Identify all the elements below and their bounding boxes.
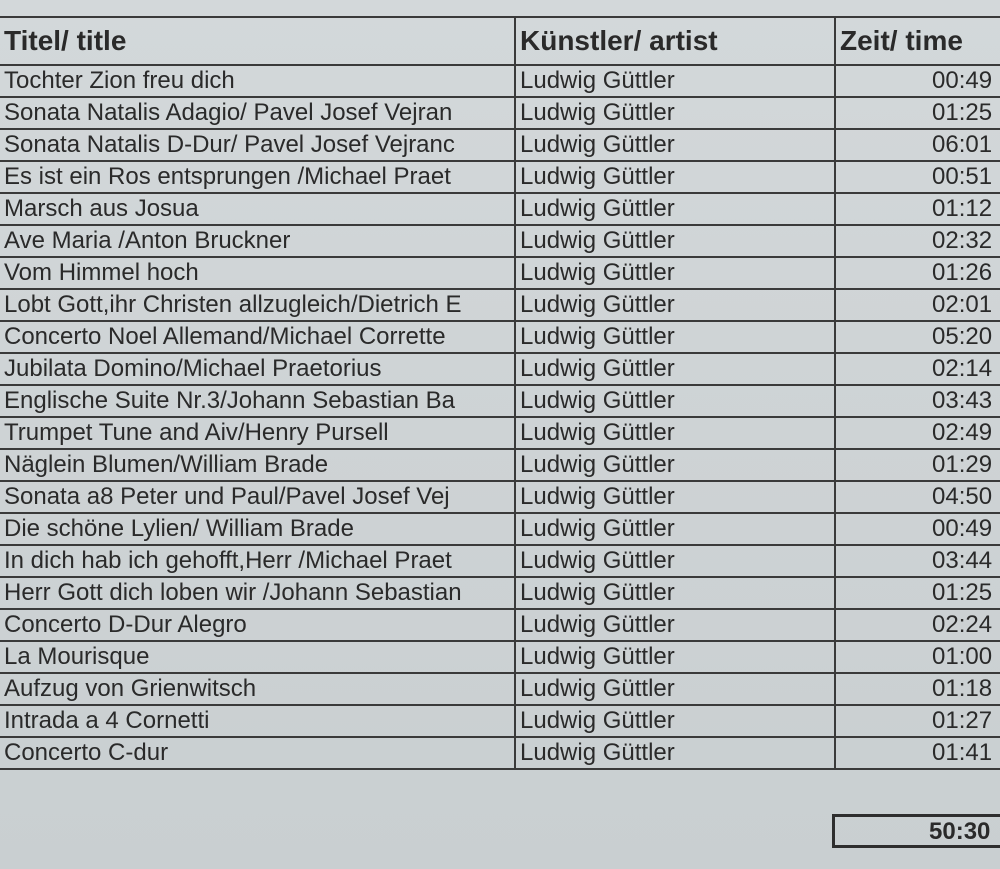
track-artist-cell: Ludwig Güttler [515, 545, 835, 577]
track-time-cell: 04:50 [835, 481, 1000, 513]
table-row [0, 257, 1000, 289]
table-row [0, 289, 1000, 321]
track-title-cell: In dich hab ich gehofft,Herr /Michael Praet [0, 545, 515, 577]
artist-column-header: Künstler/ artist [515, 17, 835, 65]
track-title-cell: Concerto Noel Allemand/Michael Corrette [0, 321, 515, 353]
track-artist-cell: Ludwig Güttler [515, 257, 835, 289]
track-artist-cell: Ludwig Güttler [515, 193, 835, 225]
table-row [0, 737, 1000, 769]
track-time-cell: 00:49 [835, 513, 1000, 545]
table-row [0, 385, 1000, 417]
track-time-cell: 02:49 [835, 417, 1000, 449]
track-time-cell: 01:25 [835, 577, 1000, 609]
track-title-cell: Herr Gott dich loben wir /Johann Sebastian [0, 577, 515, 609]
title-column-header: Titel/ title [0, 17, 515, 65]
track-title-cell: Die schöne Lylien/ William Brade [0, 513, 515, 545]
time-column-header: Zeit/ time [835, 17, 1000, 65]
track-artist-cell: Ludwig Güttler [515, 705, 835, 737]
track-time-cell: 01:26 [835, 257, 1000, 289]
track-title-cell: Vom Himmel hoch [0, 257, 515, 289]
track-artist-cell: Ludwig Güttler [515, 97, 835, 129]
track-artist-cell: Ludwig Güttler [515, 161, 835, 193]
table-row [0, 193, 1000, 225]
track-time-cell: 01:18 [835, 673, 1000, 705]
track-time-cell: 01:25 [835, 97, 1000, 129]
table-row [0, 321, 1000, 353]
table-row [0, 609, 1000, 641]
table-row [0, 417, 1000, 449]
track-artist-cell: Ludwig Güttler [515, 353, 835, 385]
table-row [0, 353, 1000, 385]
track-title-cell: Tochter Zion freu dich [0, 65, 515, 97]
track-time-cell: 05:20 [835, 321, 1000, 353]
track-title-cell: Näglein Blumen/William Brade [0, 449, 515, 481]
track-artist-cell: Ludwig Güttler [515, 385, 835, 417]
track-artist-cell: Ludwig Güttler [515, 321, 835, 353]
track-title-cell: Trumpet Tune and Aiv/Henry Pursell [0, 417, 515, 449]
track-time-cell: 01:29 [835, 449, 1000, 481]
track-artist-cell: Ludwig Güttler [515, 225, 835, 257]
table-row [0, 705, 1000, 737]
track-time-cell: 00:51 [835, 161, 1000, 193]
track-title-cell: Sonata Natalis D-Dur/ Pavel Josef Vejranc [0, 129, 515, 161]
track-artist-cell: Ludwig Güttler [515, 609, 835, 641]
track-title-cell: Englische Suite Nr.3/Johann Sebastian Ba [0, 385, 515, 417]
track-time-cell: 02:14 [835, 353, 1000, 385]
track-title-cell: Jubilata Domino/Michael Praetorius [0, 353, 515, 385]
track-rows [0, 65, 1000, 769]
track-title-cell: Intrada a 4 Cornetti [0, 705, 515, 737]
table-row [0, 513, 1000, 545]
track-artist-cell: Ludwig Güttler [515, 481, 835, 513]
track-artist-cell: Ludwig Güttler [515, 673, 835, 705]
table-row [0, 545, 1000, 577]
track-time-cell: 02:32 [835, 225, 1000, 257]
table-row [0, 641, 1000, 673]
track-time-cell: 01:27 [835, 705, 1000, 737]
track-artist-cell: Ludwig Güttler [515, 513, 835, 545]
track-time-cell: 02:24 [835, 609, 1000, 641]
track-title-cell: La Mourisque [0, 641, 515, 673]
track-time-cell: 03:44 [835, 545, 1000, 577]
track-title-cell: Concerto C-dur [0, 737, 515, 769]
track-title-cell: Es ist ein Ros entsprungen /Michael Praet [0, 161, 515, 193]
track-time-cell: 00:49 [835, 65, 1000, 97]
table-row [0, 161, 1000, 193]
header-row [0, 17, 1000, 65]
track-title-cell: Concerto D-Dur Alegro [0, 609, 515, 641]
track-time-cell: 01:41 [835, 737, 1000, 769]
track-title-cell: Sonata a8 Peter und Paul/Pavel Josef Vej [0, 481, 515, 513]
table-row [0, 225, 1000, 257]
table-row [0, 65, 1000, 97]
track-artist-cell: Ludwig Güttler [515, 289, 835, 321]
total-time-box: 50:30 [832, 814, 1000, 848]
table-row [0, 97, 1000, 129]
track-title-cell: Marsch aus Josua [0, 193, 515, 225]
track-time-cell: 06:01 [835, 129, 1000, 161]
track-time-cell: 02:01 [835, 289, 1000, 321]
table-row [0, 673, 1000, 705]
track-title-cell: Sonata Natalis Adagio/ Pavel Josef Vejran [0, 97, 515, 129]
track-artist-cell: Ludwig Güttler [515, 449, 835, 481]
track-artist-cell: Ludwig Güttler [515, 577, 835, 609]
track-title-cell: Ave Maria /Anton Bruckner [0, 225, 515, 257]
track-title-cell: Lobt Gott,ihr Christen allzugleich/Dietrich E [0, 289, 515, 321]
track-artist-cell: Ludwig Güttler [515, 417, 835, 449]
track-time-cell: 01:00 [835, 641, 1000, 673]
track-time-cell: 03:43 [835, 385, 1000, 417]
track-title-cell: Aufzug von Grienwitsch [0, 673, 515, 705]
table-row [0, 481, 1000, 513]
track-artist-cell: Ludwig Güttler [515, 129, 835, 161]
table-row [0, 449, 1000, 481]
track-time-cell: 01:12 [835, 193, 1000, 225]
track-artist-cell: Ludwig Güttler [515, 65, 835, 97]
track-list-table [0, 16, 1000, 770]
track-artist-cell: Ludwig Güttler [515, 737, 835, 769]
track-artist-cell: Ludwig Güttler [515, 641, 835, 673]
table-row [0, 577, 1000, 609]
table-row [0, 129, 1000, 161]
